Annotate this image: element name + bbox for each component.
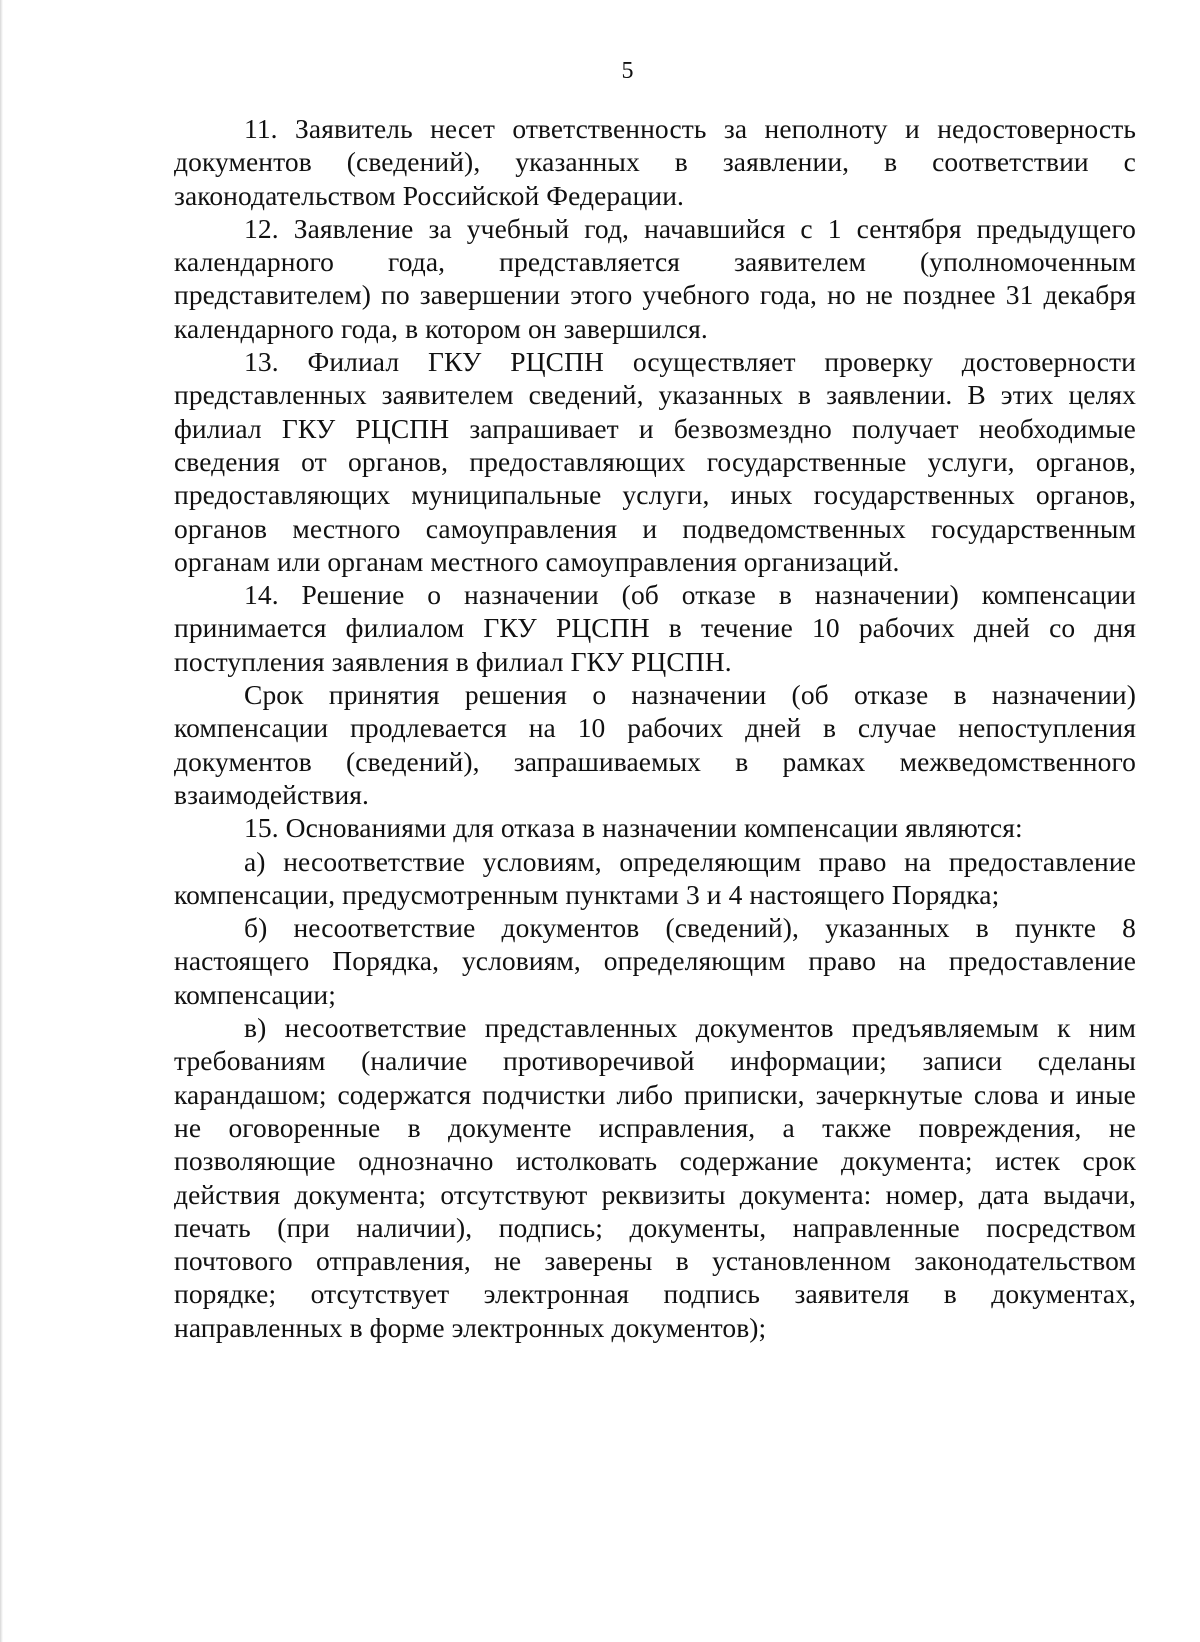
list-item-a: а) несоответствие условиям, определяющим право на предоставление компенсации, предусмотренным пунктами 3 и 4 настоящего Порядка; [174,845,1136,910]
paragraph-15: 15. Основаниями для отказа в назначении компенсации являются: [244,812,1023,844]
page-number: 5 [621,58,634,84]
document-body [174,112,1136,1344]
list-item-v: в) несоответствие представленных документов предъявляемым к ним требованиям (наличие противоречивой информации; записи сделаны карандашом; содержатся подчистки либо приписки, зачеркнутые слова и иные не оговоренные в документе исправления, а также повреждения, не позволяющие однозначно истолковать содержание документа; истек срок действия документа; отсутствуют реквизиты документа: номер, дата выдачи, печать (при наличии), подпись; документы, направленные посредством почтового отправления, не заверены в установленном законодательством порядке; отсутствует электронная подпись заявителя в документах, направленных в форме электронных документов); [174,1012,1136,1343]
paragraph-14-continued: Срок принятия решения о назначении (об отказе в назначении) компенсации продлевается на 10 рабочих дней в случае непоступления документов (сведений), запрашиваемых в рамках межведомственного взаимодействия. [174,679,1136,810]
list-item-b: б) несоответствие документов (сведений), указанных в пункте 8 настоящего Порядка, условиям, определяющим право на предоставление компенсации; [174,912,1136,1010]
paragraph-14: 14. Решение о назначении (об отказе в назначении) компенсации принимается филиалом ГКУ РЦСПН в течение 10 рабочих дней со дня поступления заявления в филиал ГКУ РЦСПН. [174,579,1136,677]
scan-edge [0,0,3,1642]
paragraph-13: 13. Филиал ГКУ РЦСПН осуществляет проверку достоверности представленных заявителем сведений, указанных в заявлении. В этих целях филиал ГКУ РЦСПН запрашивает и безвозмездно получает необходимые сведения от органов, предоставляющих государственные услуги, органов, предоставляющих муниципальные услуги, иных государственных органов, органов местного самоуправления и подведомственных государственным органам или органам местного самоуправления организаций. [174,346,1136,577]
paragraph-11: 11. Заявитель несет ответственность за неполноту и недостоверность документов (сведений), указанных в заявлении, в соответствии с законодательством Российской Федерации. [174,113,1136,211]
paragraph-12: 12. Заявление за учебный год, начавшийся с 1 сентября предыдущего календарного года, представляется заявителем (уполномоченным представителем) по завершении этого учебного года, но не позднее 31 декабря календарного года, в котором он завершился. [174,212,1136,344]
